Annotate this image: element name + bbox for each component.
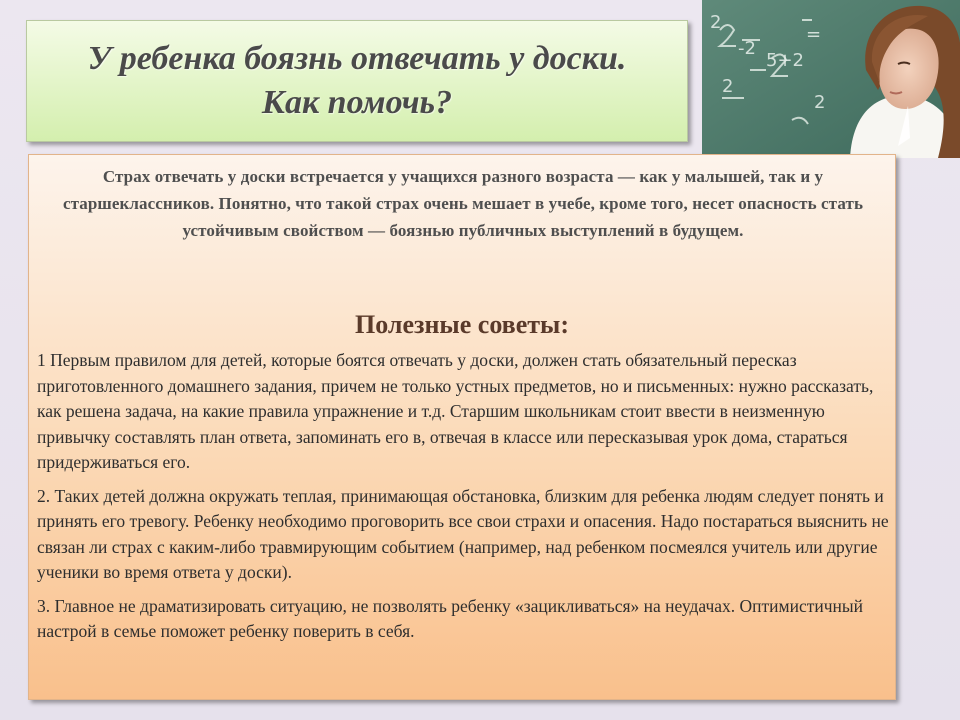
tip-1: 1 Первым правилом для детей, которые боятся отвечать у доски, должен стать обязательный пересказ приготовленного домашнего задания, причем не только устных предметов, но и письменных: нужно рассказать, как решена задача, на какие правила упражнение и т.д. Старшим школьникам стоит ввести в неизменную привычку составлять план ответа, запоминать его в, отвечая в классе или пересказывая урок дома, стараться придерживаться его.: [37, 350, 874, 472]
board-glyph-6: 2: [814, 92, 826, 113]
tip-3: 3. Главное не драматизировать ситуацию, не позволять ребенку «зацикливаться» на неудачах. Оптимистичный настрой в семье поможет ребенку поверить в себя.: [37, 595, 864, 641]
board-glyph-1: 2: [710, 12, 722, 33]
photo-illustration: [702, 0, 960, 158]
intro-paragraph: Страх отвечать у доски встречается у учащихся разного возраста — как у малышей, так и у старшеклассников. Понятно, что такой страх очень мешает в учебе, кроме того, несет опасность стать устойчивым свойством — боязнью публичных выступлений в будущем.: [62, 167, 864, 240]
title-box: [26, 20, 688, 142]
slide-title-line-2: Как помочь?: [261, 84, 453, 121]
slide-title-line-1: У ребенка боязнь отвечать у доски.: [87, 40, 627, 77]
tips-list: [37, 348, 889, 653]
board-glyph-5: =: [806, 24, 822, 45]
girl-at-blackboard-photo: [702, 0, 960, 158]
board-glyph-2: -2: [738, 38, 756, 59]
board-glyph-4: 5+2: [766, 50, 804, 71]
tips-heading: Полезные советы:: [355, 310, 569, 339]
tip-2: 2. Таких детей должна окружать теплая, принимающая обстановка, близким для ребенка людям следует понять и принять его тревогу. Ребенку необходимо проговорить все свои страхи и опасения. Надо постараться выяснить не связан ли страх с каким-либо травмирующим событием (например, над ребенком посмеялся учитель или другие ученики во время ответа у доски).: [37, 485, 889, 582]
content-panel: [28, 154, 896, 700]
board-glyph-3: 2: [722, 76, 734, 97]
